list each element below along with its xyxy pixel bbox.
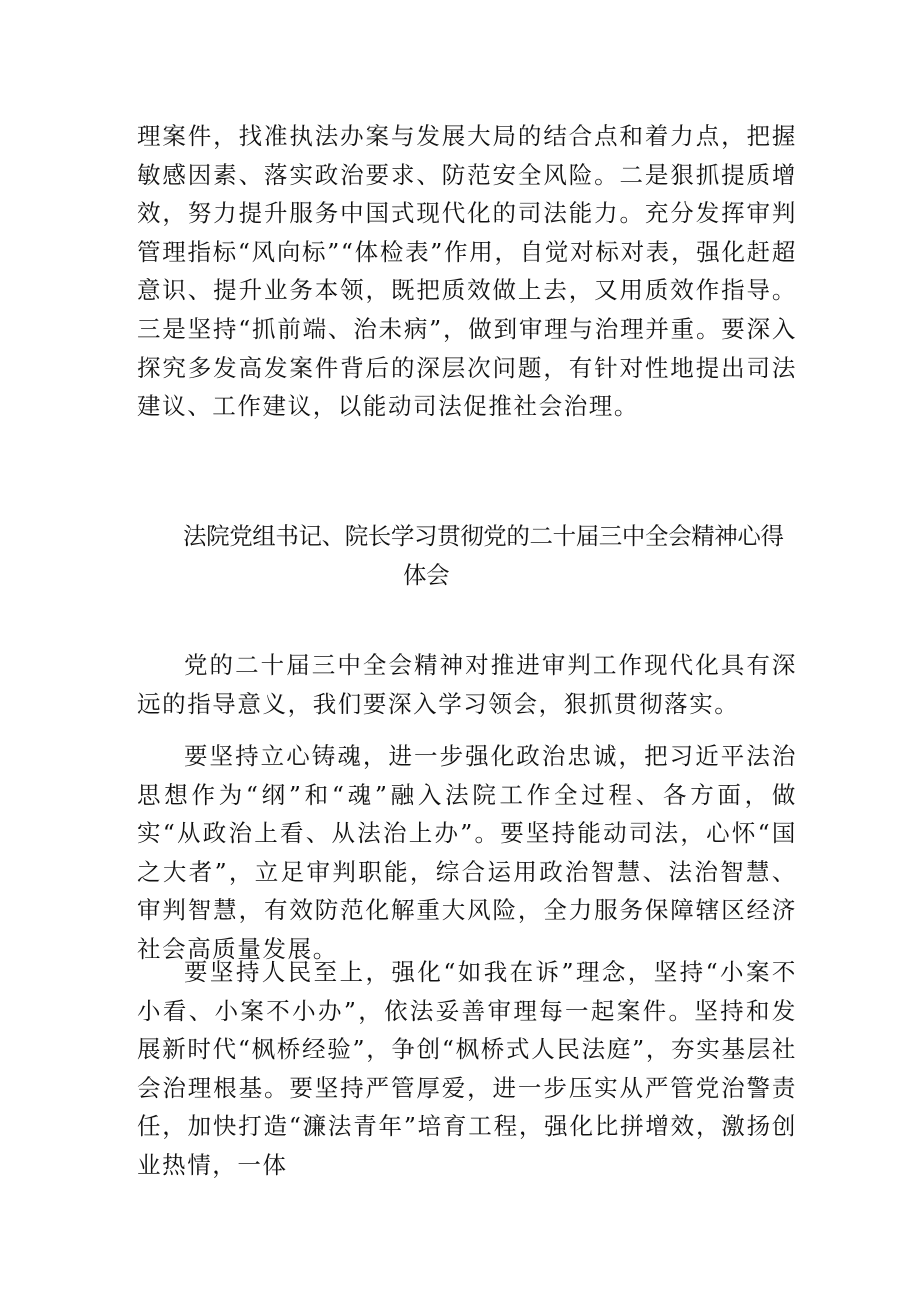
- body-paragraph-1: 党的二十届三中全会精神对推进审判工作现代化具有深远的指导意义，我们要深入学习领会，狠抓贯彻落实。: [137, 651, 797, 718]
- continuation-paragraph: 理案件，找准执法办案与发展大局的结合点和着力点，把握敏感因素、落实政治要求、防范安全风险。二是狠抓提质增效，努力提升服务中国式现代化的司法能力。充分发挥审判管理指标“风向标”“体检表”作用，自觉对标对表，强化赶超意识、提升业务本领，既把质效做上去，又用质效作指导。三是坚持“抓前端、治未病”，做到审理与治理并重。要深入探究多发高发案件背后的深层次问题，有针对性地提出司法建议、工作建议，以能动司法促推社会治理。: [137, 122, 797, 421]
- body-paragraph-2: 要坚持立心铸魂，进一步强化政治忠诚，把习近平法治思想作为“纲”和“魂”融入法院工作全过程、各方面，做实“从政治上看、从法治上办”。要坚持能动司法，心怀“国之大者”，立足审判职能，综合运用政治智慧、法治智慧、审判智慧，有效防范化解重大风险，全力服务保障辖区经济社会高质量发展。: [137, 742, 797, 963]
- article-title-line-2: 体会: [403, 560, 450, 589]
- body-paragraph-3: 要坚持人民至上，强化“如我在诉”理念，坚持“小案不小看、小案不小办”，依法妥善审理每一起案件。坚持和发展新时代“枫桥经验”，争创“枫桥式人民法庭”，夯实基层社会治理根基。要坚持严管厚爱，进一步压实从严管党治警责任，加快打造“濂法青年”培育工程，强化比拼增效，激扬创业热情，一体: [137, 958, 797, 1179]
- article-title-line-1: 法院党组书记、院长学习贯彻党的二十届三中全会精神心得: [183, 522, 784, 550]
- article-title: [137, 517, 837, 594]
